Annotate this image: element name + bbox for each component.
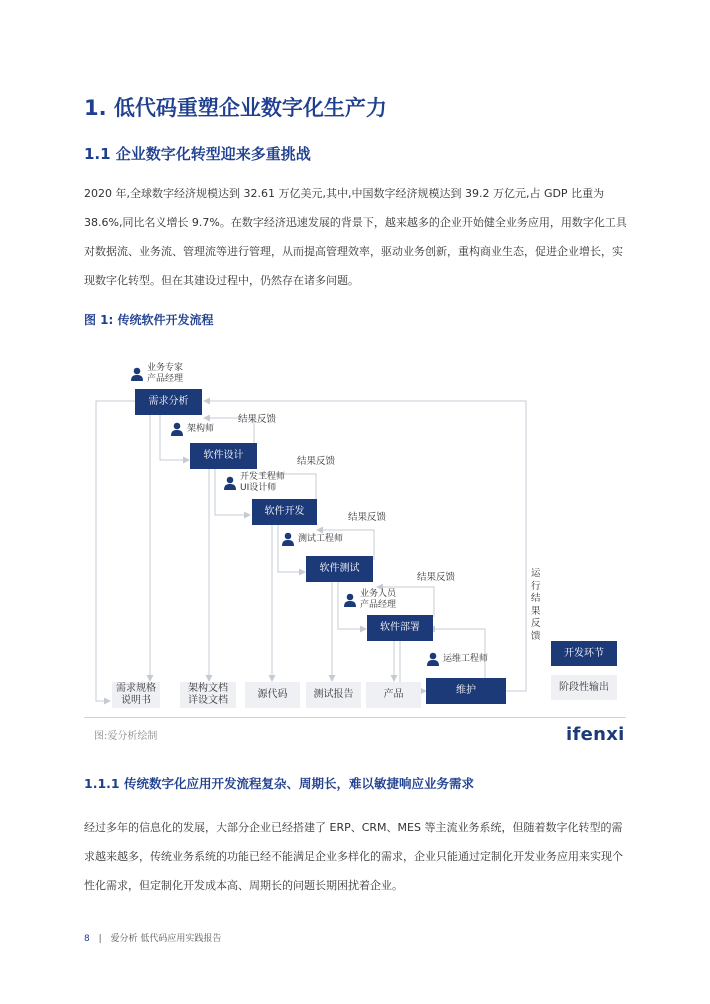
role-label: 业务专家 产品经理 (147, 363, 184, 384)
role-tester (282, 532, 343, 546)
role-developer (224, 472, 285, 493)
figure-divider (84, 717, 626, 718)
intro-paragraph: 2020 年,全球数字经济规模达到 32.61 万亿美元,其中,中国数字经济规模达到 39.2 万亿元,占 GDP 比重为 38.6%,同比名义增长 9.7%。在数字经济迅速发展的背景下，越来越多的企业开始健全业务应用，用数字化工具对数据流、业务流、管理流等进行管理，从而提高管理效率，驱动业务创新，重构商业生态，促进企业增长，实现数字化转型。但在其建设过程中，仍然存在诸多问题。 (84, 187, 627, 287)
process-diagram (84, 355, 624, 715)
legend-stage-output: 阶段性输出 (551, 675, 617, 700)
feedback-label: 结果反馈 (297, 456, 336, 467)
role-label: 开发工程师 UI设计师 (240, 472, 286, 493)
output-test-report: 测试报告 (306, 682, 361, 708)
feedback-label: 结果反馈 (417, 572, 456, 583)
role-architect (171, 422, 214, 436)
output-source-code: 源代码 (245, 682, 300, 708)
role-label: 业务人员 产品经理 (360, 589, 397, 610)
page-footer (84, 931, 221, 944)
legend-dev-stage: 开发环节 (551, 641, 617, 666)
stage-maintenance: 维护 (426, 678, 506, 704)
body-paragraph: 经过多年的信息化的发展，大部分企业已经搭建了 ERP、CRM、MES 等主流业务系统，但随着数字化转型的需求越来越多，传统业务系统的功能已经不能满足企业多样化的需求，企业只能通过定制化开发业务应用来实现个性化需求，但定制化开发成本高、周期长的问题长期困扰着企业。 (84, 821, 623, 892)
footer-separator: | (98, 934, 102, 944)
role-label: 架构师 (187, 423, 215, 434)
person-icon (131, 367, 143, 381)
figure-source: 图:爱分析绘制 (94, 731, 158, 742)
output-architecture-docs: 架构文档 详设文档 (180, 682, 236, 708)
role-business-expert (131, 363, 183, 384)
stage-development: 软件开发 (252, 499, 317, 525)
page-heading: 1. 低代码重塑企业数字化生产力 (84, 96, 387, 120)
person-icon (171, 422, 183, 436)
page-number: 8 (84, 934, 90, 944)
person-icon (427, 652, 439, 666)
stage-design: 软件设计 (190, 443, 257, 469)
role-ops-engineer (427, 652, 488, 666)
role-label: 运维工程师 (443, 653, 489, 664)
ifenxi-logo: ifenxi (566, 724, 625, 745)
run-feedback-label: 运行结果反馈 (531, 568, 541, 642)
output-requirements-spec: 需求规格 说明书 (112, 682, 160, 708)
feedback-label: 结果反馈 (238, 414, 277, 425)
feedback-label: 结果反馈 (348, 512, 387, 523)
output-product: 产品 (366, 682, 421, 708)
stage-requirements: 需求分析 (135, 389, 202, 415)
person-icon (344, 593, 356, 607)
stage-deployment: 软件部署 (367, 615, 433, 641)
figure-title: 图 1: 传统软件开发流程 (84, 313, 214, 327)
footer-title: 爱分析 低代码应用实践报告 (110, 934, 222, 944)
person-icon (224, 476, 236, 490)
role-business-staff (344, 589, 396, 610)
role-label: 测试工程师 (298, 533, 344, 544)
section-heading: 1.1 企业数字化转型迎来多重挑战 (84, 145, 311, 163)
subsection-heading: 1.1.1 传统数字化应用开发流程复杂、周期长，难以敏捷响应业务需求 (84, 776, 474, 791)
person-icon (282, 532, 294, 546)
stage-testing: 软件测试 (306, 556, 373, 582)
